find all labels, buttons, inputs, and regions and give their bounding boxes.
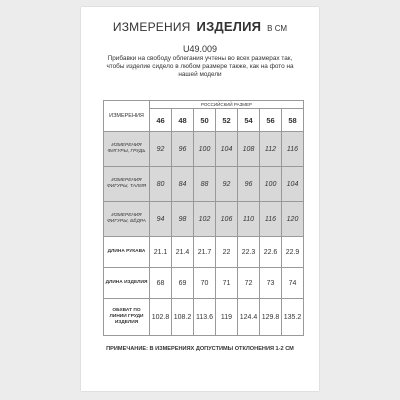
table-cell: 94 [150,202,172,237]
row-label: ДЛИНА РУКАВА [104,237,150,268]
row-label: ИЗМЕРЕНИЯ ФИГУРЫ, БЁДРА [104,202,150,237]
table-cell: 106 [216,202,238,237]
table-cell: 21.1 [150,237,172,268]
table-cell: 116 [282,132,304,167]
group-header: РОССИЙСКИЙ РАЗМЕР [150,101,304,109]
table-cell: 69 [172,268,194,299]
table-row [104,132,304,167]
table-cell: 100 [194,132,216,167]
table-cell: 124.4 [238,299,260,336]
table-cell: 72 [238,268,260,299]
table-cell: 108.2 [172,299,194,336]
table-cell: 92 [216,167,238,202]
table-row [104,202,304,237]
table-row [104,237,304,268]
table-cell: 70 [194,268,216,299]
table-cell: 104 [216,132,238,167]
table-cell: 110 [238,202,260,237]
table-cell: 21.4 [172,237,194,268]
table-cell: 22.9 [282,237,304,268]
table-cell: 96 [172,132,194,167]
table-row [104,167,304,202]
table-cell: 113.6 [194,299,216,336]
size-header-cell: 58 [282,109,304,132]
size-header-cell: 48 [172,109,194,132]
size-header-cell: 52 [216,109,238,132]
table-cell: 92 [150,132,172,167]
table-cell: 119 [216,299,238,336]
table-cell: 135.2 [282,299,304,336]
row-label: ОБХВАТ ПО ЛИНИИ ГРУДИ ИЗДЕЛИЯ [104,299,150,336]
table-cell: 22 [216,237,238,268]
title-bold: ИЗДЕЛИЯ [196,19,262,34]
table-cell: 22.3 [238,237,260,268]
table-cell: 108 [238,132,260,167]
table-cell: 71 [216,268,238,299]
table-cell: 102 [194,202,216,237]
table-cell: 120 [282,202,304,237]
corner-label: ИЗМЕРЕНИЯ [104,101,150,132]
table-header-row [104,101,304,109]
title-main: ИЗМЕРЕНИЯ [112,20,191,34]
table-cell: 112 [260,132,282,167]
table-cell: 129.8 [260,299,282,336]
table-row [104,299,304,336]
title-unit: В СМ [267,24,288,33]
size-header-cell: 54 [238,109,260,132]
footnote: ПРИМЕЧАНИЕ: В ИЗМЕРЕНИЯХ ДОПУСТИМЫ ОТКЛОНЕНИЯ 1-2 СМ [106,346,294,352]
page-title [81,19,319,34]
table-cell: 100 [260,167,282,202]
product-code: U49.009 [182,44,218,54]
table-cell: 22.6 [260,237,282,268]
table-cell: 21.7 [194,237,216,268]
row-label: ИЗМЕРЕНИЯ ФИГУРЫ, ГРУДЬ [104,132,150,167]
table-cell: 88 [194,167,216,202]
size-header-cell: 50 [194,109,216,132]
table-cell: 80 [150,167,172,202]
row-label: ИЗМЕРЕНИЯ ФИГУРЫ, ТАЛИЯ [104,167,150,202]
size-header-cell: 46 [150,109,172,132]
table-cell: 73 [260,268,282,299]
table-cell: 102.8 [150,299,172,336]
table-cell: 98 [172,202,194,237]
table-cell: 74 [282,268,304,299]
size-table [103,100,304,336]
table-cell: 104 [282,167,304,202]
size-chart-sheet [81,7,319,391]
table-cell: 96 [238,167,260,202]
table-cell: 68 [150,268,172,299]
row-label: ДЛИНА ИЗДЕЛИЯ [104,268,150,299]
table-cell: 84 [172,167,194,202]
table-cell: 116 [260,202,282,237]
size-header-cell: 56 [260,109,282,132]
fit-note: Прибавки на свободу облегания учтены во всех размерах так, чтобы изделие сидело в любом размере также, как на фото на нашей модели [106,55,294,79]
table-row [104,268,304,299]
